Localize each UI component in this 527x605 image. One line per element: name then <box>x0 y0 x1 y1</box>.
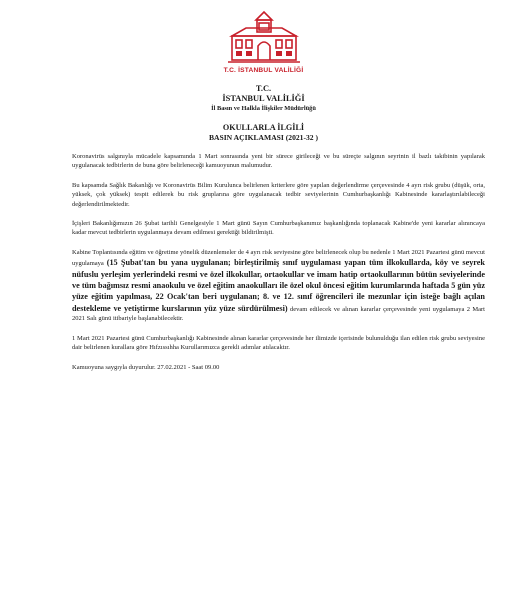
document-title <box>0 123 527 143</box>
title-line-2: BASIN AÇIKLAMASI (2021-32 ) <box>208 133 319 142</box>
header-mudurluk: İl Basın ve Halkla İlişkiler Müdürlüğü <box>211 105 316 112</box>
header-valilik: İSTANBUL VALİLİĞİ <box>222 94 305 103</box>
title-line-1: OKULLARLA İLGİLİ <box>222 123 305 132</box>
paragraph-1: Koronavirüs salgınıyla mücadele kapsamında 1 Mart sonrasında yeni bir sürece girileceği ve bu süreçte salgının seyrinin il bazlı takibinin yapılarak uygulanacak tedbirlerin de buna göre belirleneceği kamuoyunun malumudur. <box>72 153 485 170</box>
logo-caption: T.C. İSTANBUL VALİLİĞİ <box>223 67 304 74</box>
paragraph-2: Bu kapsamda Sağlık Bakanlığı ve Koronavirüs Bilim Kurulunca belirlenen kriterlere göre yapılan değerlendirme çerçevesinde 4 ayrı risk grubu (düşük, orta, yüksek, çok yüksek) tespit edilerek bu risk gruplarına göre uygulanacak tedbir seviyelerinin Cumhurbaşkanlığı Kabinesinde kararlaştırılabileceği değerlendirilmektedir. <box>72 181 485 208</box>
paragraph-4-start: Kabine Toplantısında eğitim ve öğretime yönelik düzenlemeler de 4 ayrı risk seviyesine göre belirlenecek olup bu nedenle 1 Mart 2021 Pazartesi günü mevcut uygulamaya <box>72 248 485 268</box>
paragraph-3: İçişleri Bakanlığımızın 26 Şubat tarihli Genelgesiyle 1 Mart günü Sayın Cumhurbaşkanımız başkanlığında toplanacak Kabine'de yeni kararlar alınıncaya kadar mevcut tedbirlerin uygulanmaya devam edilmesi gerektiği bildirilmişti. <box>72 220 485 237</box>
governorship-building-icon <box>222 6 306 66</box>
header-tc: T.C. <box>255 84 272 93</box>
paragraph-4 <box>72 248 485 324</box>
document-body <box>72 152 485 372</box>
governorship-logo <box>0 6 527 74</box>
paragraph-4-bold: (15 Şubat'tan bu yana uygulanan; birleştirilmiş sınıf uygulaması yapan tüm ilkokullarda, köy ve seyrek nüfuslu yerleşim yerlerindeki resmi ve özel ilkokullar, ortaokullar ve imam hatip ortaokullarının bütün seviyelerinde ve tüm bağımsız resmi anaokulu ve özel eğitim anaokulları ile özel okul öncesi eğitim kurumlarında haftada 5 gün yüz yüze eğitim yapılması, 22 Ocak'tan beri uygulanan; 8. ve 12. sınıf öğrencileri ile mezunlar için isteğe bağlı açılan destekleme ve yetiştirme kurslarının yüz yüze sürdürülmesi) <box>72 258 485 313</box>
paragraph-5: 1 Mart 2021 Pazartesi günü Cumhurbaşkanlığı Kabinesinde alınan kararlar çerçevesinde her ilimizde içerisinde bulunulduğu ilan edilen risk grubu seviyesine dair belirlenen kurallara göre Hıfzıssıhha Kurullarımızca gerekli adımlar atılacaktır. <box>72 334 485 352</box>
paragraph-4-end: devam edilecek ve alınan kararlar çerçevesinde yeni uygulamaya 2 Mart 2021 Salı günü itibariyle başlanabilecektir. <box>72 305 485 323</box>
issuer-header <box>0 84 527 113</box>
paragraph-6-closing: Kamuoyuna saygıyla duyurulur. 27.02.2021 - Saat 09.00 <box>72 363 220 371</box>
